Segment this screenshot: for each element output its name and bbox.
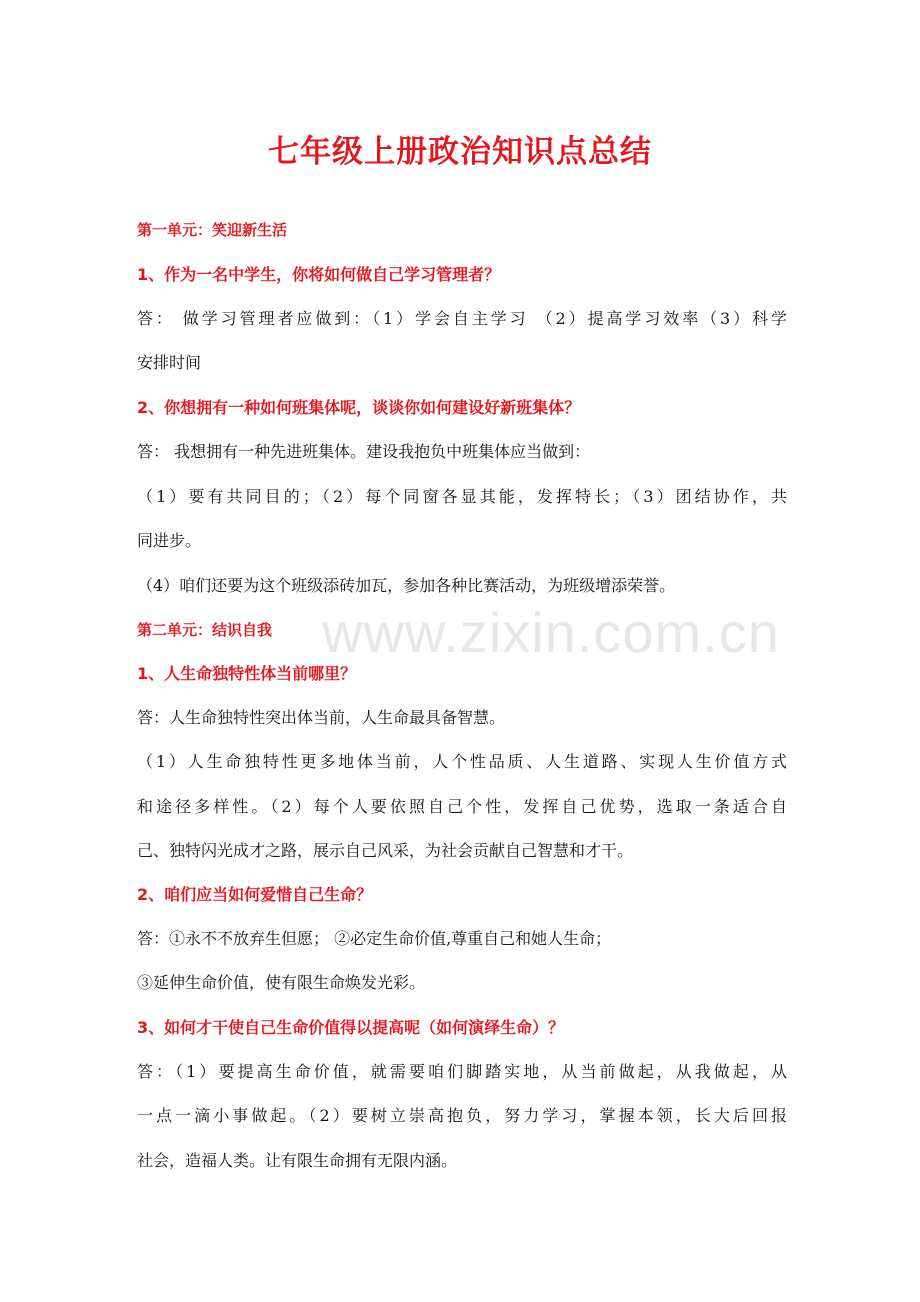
answer-paragraph-line: 答：（1）要提高生命价值，就需要咱们脚踏实地，从当前做起，从我做起，从 bbox=[137, 1062, 787, 1081]
answer-paragraph-line: 和途径多样性。（2）每个人要依照自己个性，发挥自己优势，选取一条适合自 bbox=[137, 797, 787, 816]
question-heading: 2、咱们应当如何爱惜自己生命？ bbox=[137, 885, 373, 904]
question-heading: 1、人生命独特性体当前哪里？ bbox=[137, 664, 357, 683]
answer-paragraph-line: 答：人生命独特性突出体当前，人生命最具备智慧。 bbox=[137, 708, 506, 727]
answer-paragraph-line: （1）要有共同目的；（2）每个同窗各显其能，发挥特长；（3）团结协作，共 bbox=[137, 487, 787, 506]
answer-paragraph-line: 同进步。 bbox=[137, 531, 202, 550]
answer-paragraph-line: 己、独特闪光成才之路，展示自己风采，为社会贡献自己智慧和才干。 bbox=[137, 841, 634, 860]
question-heading: 1、作为一名中学生，你将如何做自己学习管理者？ bbox=[137, 265, 501, 284]
answer-paragraph-line: （4）咱们还要为这个班级添砖加瓦，参加各种比赛活动，为班级增添荣誉。 bbox=[137, 576, 676, 595]
answer-paragraph-line: 一点一滴小事做起。（2）要树立崇高抱负，努力学习，掌握本领，长大后回报 bbox=[137, 1106, 787, 1125]
page-title: 七年级上册政治知识点总结 bbox=[268, 134, 652, 170]
site-watermark: www.zixin.com.cn bbox=[322, 601, 780, 664]
unit-heading-1: 第一单元：笑迎新生活 bbox=[137, 221, 288, 239]
answer-paragraph-line: 答： 我想拥有一种先进班集体。建设我抱负中班集体应当做到： bbox=[137, 442, 591, 461]
answer-paragraph-line: （1）人生命独特性更多地体当前，人个性品质、人生道路、实现人生价值方式 bbox=[137, 752, 787, 771]
answer-paragraph-line: ③延伸生命价值，使有限生命焕发光彩。 bbox=[137, 973, 426, 992]
answer-paragraph-line: 答： 做学习管理者应做到：（1）学会自主学习 （2）提高学习效率（3）科学 bbox=[137, 309, 787, 328]
unit-heading-2: 第二单元：结识自我 bbox=[137, 621, 273, 639]
question-heading: 3、如何才干使自己生命价值得以提高呢（如何演绎生命）？ bbox=[137, 1018, 565, 1037]
answer-paragraph-line: 答：①永不不放弃生但愿； ②必定生命价值,尊重自己和她人生命； bbox=[137, 929, 612, 948]
answer-paragraph-line: 安排时间 bbox=[137, 353, 202, 372]
answer-paragraph-line: 社会，造福人类。让有限生命拥有无限内涵。 bbox=[137, 1151, 458, 1170]
question-heading: 2、你想拥有一种如何班集体呢，谈谈你如何建设好新班集体？ bbox=[137, 398, 581, 417]
